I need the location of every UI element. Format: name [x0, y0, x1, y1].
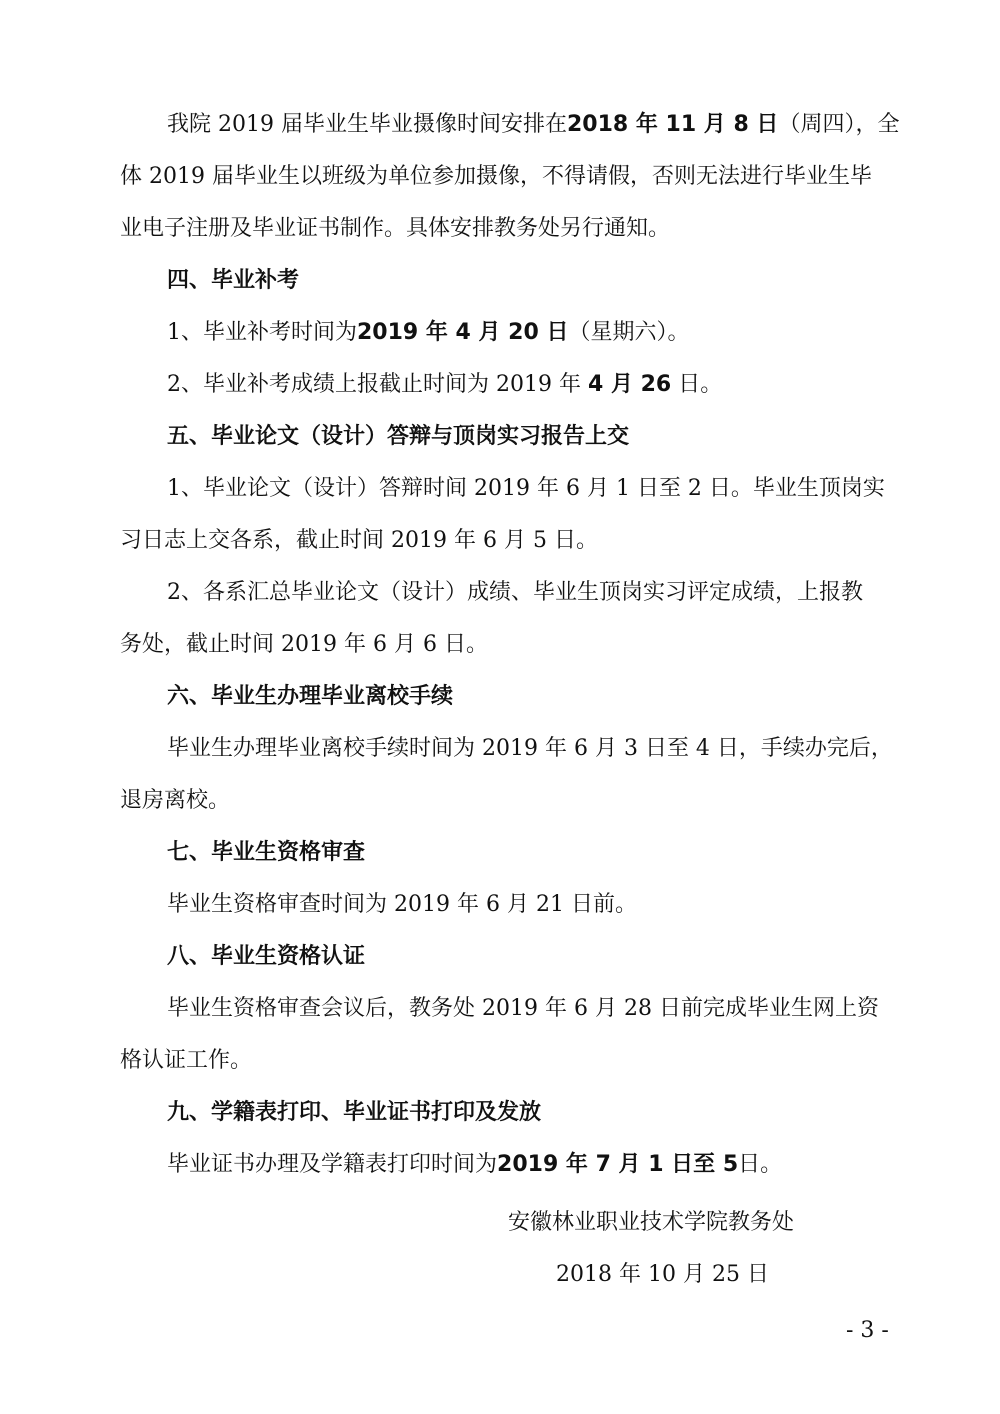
thesis-item-1-line-2: 习日志上交各系，截止时间 2019 年 6 月 5 日。: [120, 528, 598, 553]
thesis-item-2-line-1: 2、各系汇总毕业论文（设计）成绩、毕业生顶岗实习评定成绩，上报教: [167, 580, 863, 605]
thesis-item-1-line-1: 1、毕业论文（设计）答辩时间 2019 年 6 月 1 日至 2 日。毕业生顶岗实: [167, 476, 885, 501]
leave-procedures-line-2: 退房离校。: [120, 788, 231, 813]
paragraph-photo-line-1: 我院 2019 届毕业生毕业摄像时间安排在2018 年 11 月 8 日（周四），全: [167, 112, 900, 137]
signature-office: 安徽林业职业技术学院教务处: [508, 1210, 795, 1235]
paragraph-photo-line-3: 业电子注册及毕业证书制作。具体安排教务处另行通知。: [120, 216, 671, 241]
makeup-exam-item-2: 2、毕业补考成绩上报截止时间为 2019 年 4 月 26 日。: [167, 372, 723, 397]
printing-text: 毕业证书办理及学籍表打印时间为2019 年 7 月 1 日至 5日。: [167, 1152, 783, 1177]
qualification-review-text: 毕业生资格审查时间为 2019 年 6 月 21 日前。: [167, 892, 637, 917]
qualification-certification-line-1: 毕业生资格审查会议后，教务处 2019 年 6 月 28 日前完成毕业生网上资: [167, 996, 879, 1021]
section-heading-qualification-certification: 八、毕业生资格认证: [167, 944, 366, 969]
qualification-certification-line-2: 格认证工作。: [120, 1048, 253, 1073]
leave-procedures-line-1: 毕业生办理毕业离校手续时间为 2019 年 6 月 3 日至 4 日，手续办完后，: [167, 736, 893, 761]
section-heading-printing: 九、学籍表打印、毕业证书打印及发放: [167, 1100, 542, 1125]
section-heading-thesis: 五、毕业论文（设计）答辩与顶岗实习报告上交: [167, 424, 630, 449]
section-heading-makeup-exam: 四、毕业补考: [167, 268, 300, 293]
paragraph-photo-line-2: 体 2019 届毕业生以班级为单位参加摄像，不得请假，否则无法进行毕业生毕: [120, 164, 872, 189]
section-heading-leave-procedures: 六、毕业生办理毕业离校手续: [167, 684, 454, 709]
makeup-exam-date: 2019 年 4 月 20 日: [357, 320, 569, 345]
printing-date: 2019 年 7 月 1 日至 5: [497, 1152, 739, 1177]
photo-date: 2018 年 11 月 8 日: [566, 112, 779, 137]
signature-date: 2018 年 10 月 25 日: [556, 1262, 769, 1287]
section-heading-qualification-review: 七、毕业生资格审查: [167, 840, 366, 865]
page-number: - 3 -: [846, 1318, 889, 1343]
thesis-item-2-line-2: 务处，截止时间 2019 年 6 月 6 日。: [120, 632, 488, 657]
makeup-deadline-date: 4 月 26: [587, 372, 672, 397]
makeup-exam-item-1: 1、毕业补考时间为2019 年 4 月 20 日（星期六）。: [167, 320, 690, 345]
